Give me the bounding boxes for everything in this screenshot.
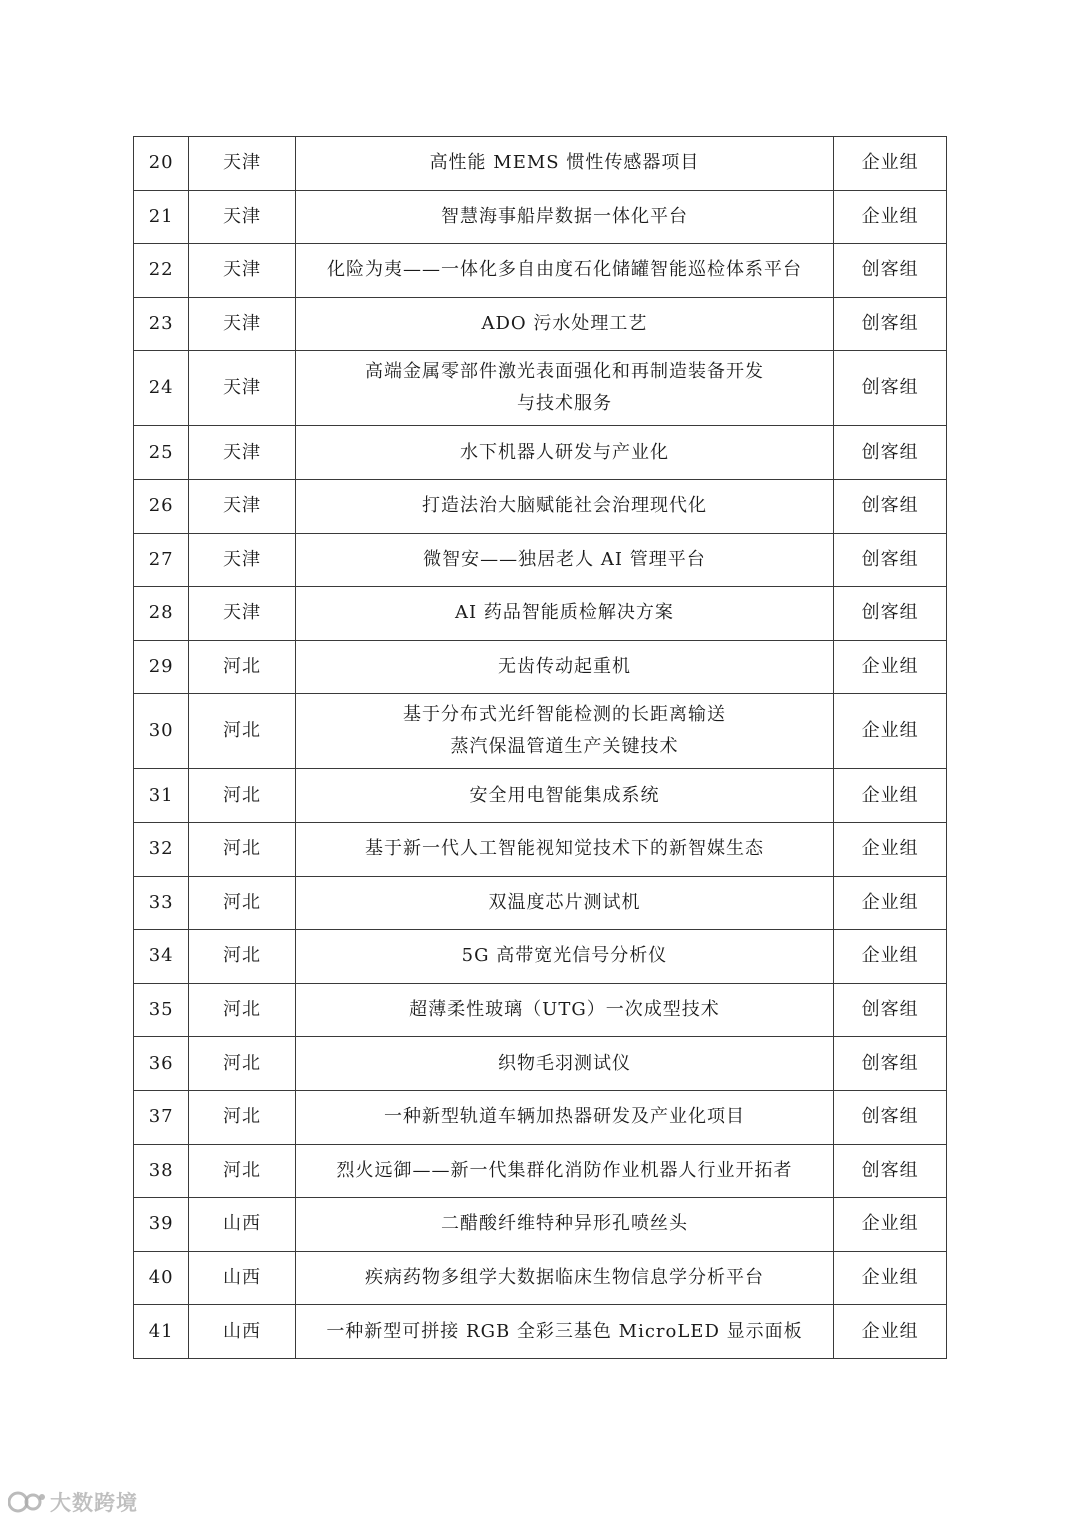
row-project xyxy=(295,1251,833,1305)
row-project xyxy=(295,694,833,769)
project-name-line: 打造法治大脑赋能社会治理现代化 xyxy=(421,495,707,517)
row-region: 天津 xyxy=(189,190,295,244)
row-project xyxy=(295,983,833,1037)
table-row xyxy=(134,351,947,426)
projects-table xyxy=(133,136,947,1359)
row-number: 36 xyxy=(134,1037,189,1091)
row-project xyxy=(295,1198,833,1252)
row-number: 39 xyxy=(134,1198,189,1252)
project-name-line: 一种新型轨道车辆加热器研发及产业化项目 xyxy=(383,1106,745,1128)
row-project xyxy=(295,930,833,984)
row-project xyxy=(295,351,833,426)
row-number: 28 xyxy=(134,587,189,641)
table-row xyxy=(134,1037,947,1091)
project-name-line: 烈火远御——新一代集群化消防作业机器人行业开拓者 xyxy=(336,1159,793,1181)
row-project xyxy=(295,137,833,191)
row-region: 天津 xyxy=(189,479,295,533)
row-number: 41 xyxy=(134,1305,189,1359)
table-row xyxy=(134,1144,947,1198)
row-number: 32 xyxy=(134,822,189,876)
row-region: 河北 xyxy=(189,1090,295,1144)
row-number: 30 xyxy=(134,694,189,769)
row-group: 企业组 xyxy=(834,137,947,191)
row-group: 企业组 xyxy=(834,822,947,876)
table-row xyxy=(134,533,947,587)
row-group: 创客组 xyxy=(834,1144,947,1198)
row-number: 31 xyxy=(134,769,189,823)
table-row xyxy=(134,983,947,1037)
row-number: 38 xyxy=(134,1144,189,1198)
row-number: 20 xyxy=(134,137,189,191)
project-name-line: 无齿传动起重机 xyxy=(497,656,631,678)
project-name-line: 高端金属零部件激光表面强化和再制造装备开发 xyxy=(364,361,764,383)
watermark xyxy=(8,1487,138,1517)
row-group: 企业组 xyxy=(834,190,947,244)
row-project xyxy=(295,1144,833,1198)
table-row xyxy=(134,930,947,984)
row-region: 河北 xyxy=(189,876,295,930)
project-name-line: 疾病药物多组学大数据临床生物信息学分析平台 xyxy=(364,1266,764,1288)
row-region: 河北 xyxy=(189,694,295,769)
project-name-line: 基于新一代人工智能视知觉技术下的新智媒生态 xyxy=(364,838,764,860)
table-row xyxy=(134,426,947,480)
table-row xyxy=(134,1090,947,1144)
table-row xyxy=(134,137,947,191)
project-name-line: 基于分布式光纤智能检测的长距离输送 xyxy=(402,704,726,726)
row-region: 天津 xyxy=(189,244,295,298)
row-project xyxy=(295,822,833,876)
row-group: 创客组 xyxy=(834,297,947,351)
row-number: 22 xyxy=(134,244,189,298)
table-row xyxy=(134,769,947,823)
table-row xyxy=(134,1305,947,1359)
row-group: 企业组 xyxy=(834,1251,947,1305)
table-row xyxy=(134,190,947,244)
row-region: 山西 xyxy=(189,1305,295,1359)
row-group: 企业组 xyxy=(834,694,947,769)
row-project xyxy=(295,876,833,930)
row-project xyxy=(295,533,833,587)
project-name-line: 双温度芯片测试机 xyxy=(488,891,641,913)
row-group: 企业组 xyxy=(834,769,947,823)
row-region: 山西 xyxy=(189,1251,295,1305)
project-name-line: 织物毛羽测试仪 xyxy=(497,1052,631,1074)
row-group: 创客组 xyxy=(834,426,947,480)
watermark-text: 大数跨境 xyxy=(50,1491,138,1515)
row-region: 天津 xyxy=(189,351,295,426)
table-row xyxy=(134,1198,947,1252)
row-region: 河北 xyxy=(189,1144,295,1198)
row-number: 29 xyxy=(134,640,189,694)
table-row xyxy=(134,297,947,351)
row-region: 河北 xyxy=(189,822,295,876)
project-name-line: ADO 污水处理工艺 xyxy=(481,313,648,335)
row-number: 34 xyxy=(134,930,189,984)
row-project xyxy=(295,640,833,694)
project-name-line: 高性能 MEMS 惯性传感器项目 xyxy=(429,152,700,174)
row-group: 创客组 xyxy=(834,983,947,1037)
project-name-line: 水下机器人研发与产业化 xyxy=(459,441,669,463)
row-region: 天津 xyxy=(189,297,295,351)
row-group: 企业组 xyxy=(834,1305,947,1359)
row-group: 创客组 xyxy=(834,1090,947,1144)
table-row xyxy=(134,640,947,694)
project-name-line: 与技术服务 xyxy=(516,393,612,415)
project-name-line: 5G 高带宽光信号分析仪 xyxy=(461,945,668,967)
project-name-line: 蒸汽保温管道生产关键技术 xyxy=(450,736,679,758)
project-name-line: 一种新型可拼接 RGB 全彩三基色 MicroLED 显示面板 xyxy=(326,1320,803,1342)
row-region: 河北 xyxy=(189,640,295,694)
row-project xyxy=(295,1037,833,1091)
row-number: 27 xyxy=(134,533,189,587)
row-region: 河北 xyxy=(189,930,295,984)
project-name-line: 化险为夷——一体化多自由度石化储罐智能巡检体系平台 xyxy=(326,259,802,281)
row-group: 创客组 xyxy=(834,587,947,641)
table-row xyxy=(134,876,947,930)
table-row xyxy=(134,822,947,876)
row-region: 天津 xyxy=(189,426,295,480)
row-number: 35 xyxy=(134,983,189,1037)
row-region: 河北 xyxy=(189,983,295,1037)
row-group: 企业组 xyxy=(834,1198,947,1252)
project-name-line: 二醋酸纤维特种异形孔喷丝头 xyxy=(440,1213,688,1235)
row-group: 创客组 xyxy=(834,1037,947,1091)
row-group: 创客组 xyxy=(834,533,947,587)
row-number: 21 xyxy=(134,190,189,244)
row-number: 25 xyxy=(134,426,189,480)
project-name-line: AI 药品智能质检解决方案 xyxy=(455,602,674,624)
row-group: 创客组 xyxy=(834,479,947,533)
table-body xyxy=(134,137,947,1359)
row-project xyxy=(295,479,833,533)
brand-logo-icon xyxy=(8,1489,46,1515)
table-row xyxy=(134,244,947,298)
table-row xyxy=(134,479,947,533)
row-group: 企业组 xyxy=(834,876,947,930)
row-group: 创客组 xyxy=(834,351,947,426)
row-region: 天津 xyxy=(189,587,295,641)
row-region: 河北 xyxy=(189,1037,295,1091)
row-group: 创客组 xyxy=(834,244,947,298)
table-row xyxy=(134,587,947,641)
row-project xyxy=(295,1305,833,1359)
row-region: 河北 xyxy=(189,769,295,823)
row-number: 23 xyxy=(134,297,189,351)
row-region: 天津 xyxy=(189,533,295,587)
row-region: 山西 xyxy=(189,1198,295,1252)
row-number: 37 xyxy=(134,1090,189,1144)
project-name-line: 安全用电智能集成系统 xyxy=(469,784,660,806)
project-name-line: 微智安——独居老人 AI 管理平台 xyxy=(423,548,706,570)
row-project xyxy=(295,244,833,298)
project-name-line: 超薄柔性玻璃（UTG）一次成型技术 xyxy=(409,999,720,1021)
row-project xyxy=(295,297,833,351)
row-project xyxy=(295,426,833,480)
table-row xyxy=(134,694,947,769)
row-number: 26 xyxy=(134,479,189,533)
row-number: 24 xyxy=(134,351,189,426)
row-number: 33 xyxy=(134,876,189,930)
row-number: 40 xyxy=(134,1251,189,1305)
row-project xyxy=(295,769,833,823)
row-region: 天津 xyxy=(189,137,295,191)
row-project xyxy=(295,1090,833,1144)
project-name-line: 智慧海事船岸数据一体化平台 xyxy=(440,205,688,227)
table-row xyxy=(134,1251,947,1305)
row-group: 企业组 xyxy=(834,640,947,694)
row-project xyxy=(295,587,833,641)
row-group: 企业组 xyxy=(834,930,947,984)
row-project xyxy=(295,190,833,244)
